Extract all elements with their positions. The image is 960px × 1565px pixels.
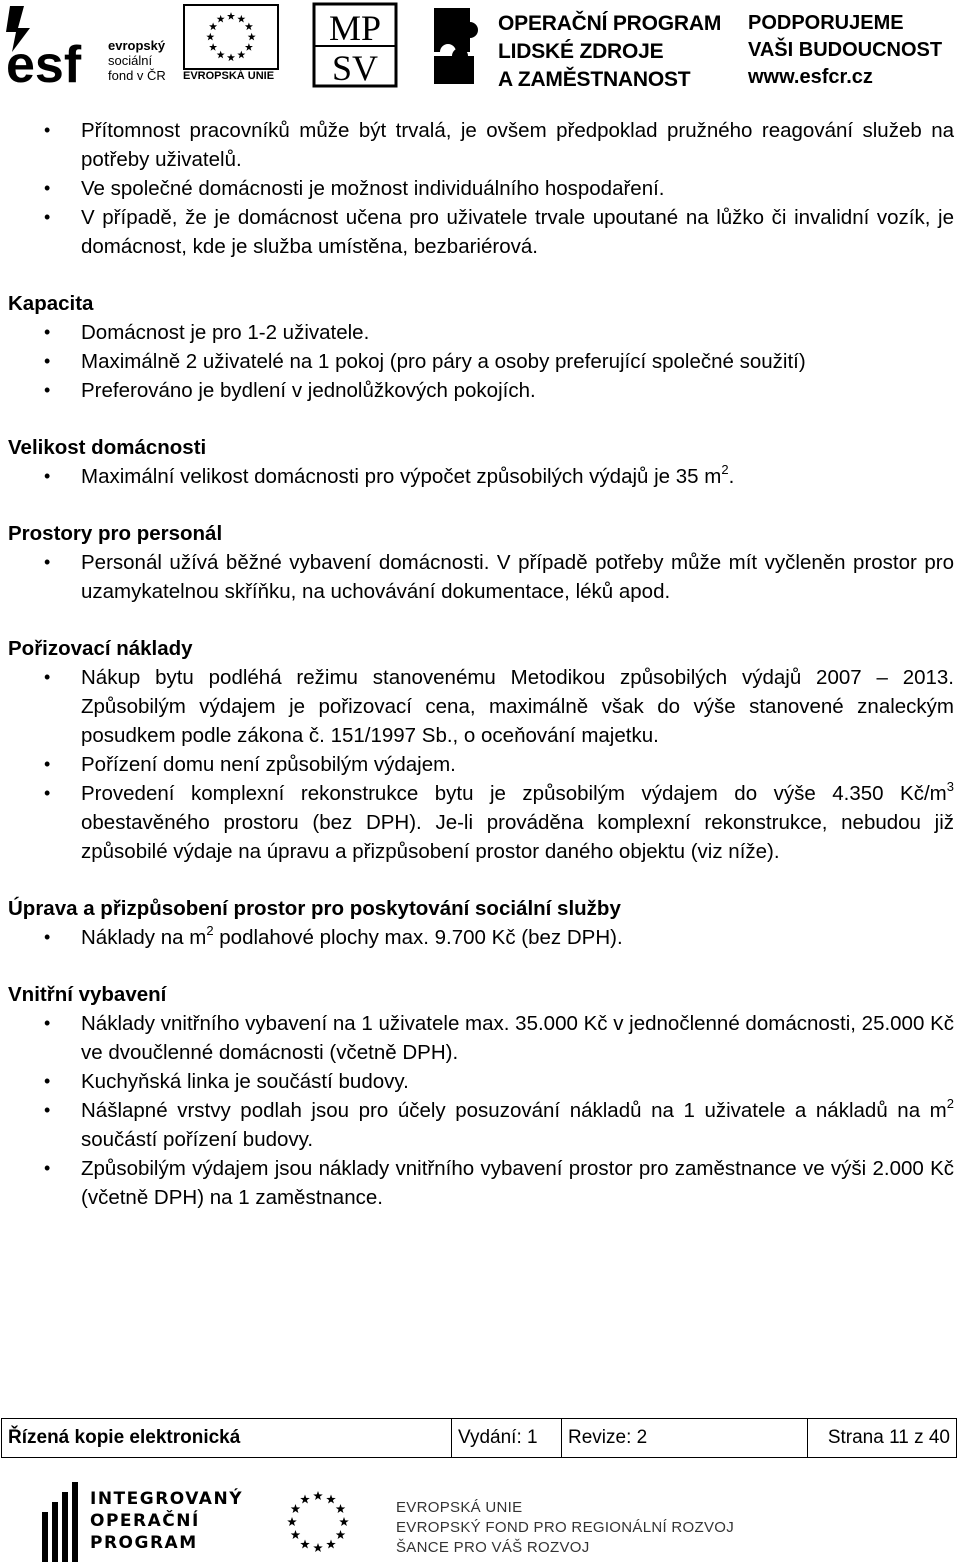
footer-logo-bar (0, 1476, 960, 1565)
puzzle-icon (430, 4, 490, 88)
eu-star (336, 1530, 346, 1539)
uprava-list (8, 923, 954, 952)
iop-logo-icon (40, 1482, 80, 1562)
iop-line3: PROGRAM (90, 1533, 198, 1553)
esf-word: esf (6, 36, 82, 86)
eu-flag-icon (183, 4, 279, 70)
list-item: • Pořízení domu není způsobilým výdajem. (8, 750, 954, 779)
list-item (8, 779, 954, 866)
iop-title (90, 1488, 243, 1554)
intro-list (8, 116, 954, 261)
footer-table (1, 1418, 957, 1458)
erdf-line2: EVROPSKÝ FOND PRO REGIONÁLNÍ ROZVOJ (396, 1519, 735, 1536)
eu-star (326, 1540, 336, 1549)
section-heading-uprava: Úprava a přizpůsobení prostor pro poskytování sociální služby (8, 897, 621, 920)
section-heading-prostory: Prostory pro personál (8, 522, 223, 545)
document-body (8, 116, 954, 1212)
section-heading-velikost: Velikost domácnosti (8, 436, 207, 459)
eu-star (217, 51, 225, 59)
eu-star (245, 43, 253, 51)
program-title-line3: A ZAMĚSTNANOST (498, 68, 691, 91)
esf-caption (108, 38, 166, 83)
eu-star (248, 33, 256, 41)
esf-caption-line2: sociální (108, 53, 153, 68)
eu-star (227, 12, 235, 20)
iop-line1: INTEGROVANÝ (90, 1489, 243, 1509)
mpsv-bottom: SV (331, 48, 379, 88)
program-title (498, 10, 721, 94)
eu-star (287, 1517, 297, 1526)
esf-logo (6, 6, 106, 86)
list-item: • Ve společné domácnosti je možnost individuálního hospodaření. (8, 174, 954, 203)
footer-revision: Revize: 2 (562, 1419, 808, 1457)
footer-page-number: Strana 11 z 40 (827, 1427, 950, 1448)
list-item: • Kuchyňská linka je součástí budovy. (8, 1067, 954, 1096)
eu-star (291, 1504, 301, 1513)
support-line1: PODPORUJEME (748, 12, 904, 34)
eu-flag-icon (262, 1484, 374, 1560)
list-item: • Náklady vnitřního vybavení na 1 uživatele max. 35.000 Kč v jednočlenné domácnosti, 25.000 Kč ve dvoučlenné domácnosti (včetně DPH). (8, 1009, 954, 1067)
support-line2: VAŠI BUDOUCNOST (748, 39, 943, 61)
list-item-text: podlahové plochy max. 9.700 Kč (bez DPH). (213, 926, 623, 949)
list-item: • V případě, že je domácnost učena pro uživatele trvale upoutané na lůžko či invalidní vozík, je domácnost, kde je služba umístěna, bezbariérová. (8, 203, 954, 261)
eu-star (313, 1543, 323, 1552)
eu-star (245, 22, 253, 30)
list-item (8, 462, 954, 491)
footer-copy-label: Řízená kopie elektronická (2, 1419, 452, 1457)
list-item: • Způsobilým výdajem jsou náklady vnitřního vybavení prostor pro zaměstnance ve výši 2.000 Kč (včetně DPH) na 1 zaměstnance. (8, 1154, 954, 1212)
mpsv-logo (312, 2, 398, 88)
eu-label: EVROPSKÁ UNIE (183, 70, 275, 82)
superscript: 2 (206, 923, 214, 938)
erdf-caption (396, 1498, 734, 1558)
footer-edition: Vydání: 1 (452, 1419, 562, 1457)
eu-star (237, 15, 245, 23)
eu-star (300, 1494, 310, 1503)
program-title-line1: OPERAČNÍ PROGRAM (498, 12, 722, 35)
list-item: • Maximálně 2 uživatelé na 1 pokoj (pro páry a osoby preferující společné soužití) (8, 347, 954, 376)
erdf-line3: ŠANCE PRO VÁŠ ROZVOJ (396, 1539, 590, 1556)
section-heading-vnitrni: Vnitřní vybavení (8, 983, 167, 1006)
section-heading-porizovaci: Pořizovací náklady (8, 637, 193, 660)
eu-star (227, 53, 235, 61)
eu-star (313, 1491, 323, 1500)
list-item-text: Maximální velikost domácnosti pro výpočet způsobilých výdajů je 35 m (81, 465, 722, 488)
support-slogan (748, 10, 942, 91)
list-item (8, 923, 954, 952)
porizovaci-list (8, 663, 954, 866)
eu-star (336, 1504, 346, 1513)
support-url: www.esfcr.cz (748, 66, 873, 88)
superscript: 3 (946, 779, 954, 794)
list-item: • Nákup bytu podléhá režimu stanovenému Metodikou způsobilých výdajů 2007 – 2013. Způsobilým výdajem je pořizovací cena, maximálně však do výše stanovené znaleckým posudkem podle zákona č. 151/1997 Sb., o oceňování majetku. (8, 663, 954, 750)
superscript: 2 (946, 1096, 954, 1111)
list-item (8, 1096, 954, 1154)
eu-star (206, 33, 214, 41)
superscript: 2 (721, 462, 729, 477)
list-item: • Domácnost je pro 1-2 uživatele. (8, 318, 954, 347)
program-title-line2: LIDSKÉ ZDROJE (498, 40, 664, 63)
kapacita-list (8, 318, 954, 405)
velikost-list (8, 462, 954, 491)
header-logo-bar (0, 0, 960, 92)
list-item: • Přítomnost pracovníků může být trvalá, je ovšem předpoklad pružného reagování služeb na potřeby uživatelů. (8, 116, 954, 174)
prostory-list (8, 548, 954, 606)
esf-caption-line3: fond v ČR (108, 68, 166, 83)
list-item-text: Provedení komplexní rekonstrukce bytu je způsobilým výdajem do výše 4.350 Kč/m (81, 782, 947, 805)
eu-star (291, 1530, 301, 1539)
list-item-text: Nášlapné vrstvy podlah jsou pro účely posuzování nákladů na 1 uživatele a nákladů na m (81, 1099, 947, 1122)
eu-star (217, 15, 225, 23)
erdf-line1: EVROPSKÁ UNIE (396, 1499, 523, 1516)
eu-star (209, 43, 217, 51)
vnitrni-list (8, 1009, 954, 1212)
esf-caption-line1: evropský (108, 38, 166, 53)
eu-star (300, 1540, 310, 1549)
iop-line2: OPERAČNÍ (90, 1511, 200, 1531)
list-item-text: součástí pořízení budovy. (81, 1128, 314, 1151)
list-item-end: . (728, 465, 735, 488)
mpsv-top: MP (328, 8, 382, 48)
section-heading-kapacita: Kapacita (8, 292, 94, 315)
list-item-text: Náklady na m (81, 926, 207, 949)
list-item: • Preferováno je bydlení v jednolůžkových pokojích. (8, 376, 954, 405)
list-item-text: obestavěného prostoru (bez DPH). Je-li prováděna komplexní rekonstrukce, nebudou již způsobilé výdaje na úpravu a přizpůsobení prostor daného objektu (viz níže). (81, 811, 954, 863)
eu-star (237, 51, 245, 59)
eu-star (326, 1494, 336, 1503)
eu-star (209, 22, 217, 30)
list-item: • Personál užívá běžné vybavení domácnosti. V případě potřeby může mít vyčleněn prostor pro uzamykatelnou skříňku, na uchovávání dokumentace, léků apod. (8, 548, 954, 606)
eu-star (339, 1517, 349, 1526)
